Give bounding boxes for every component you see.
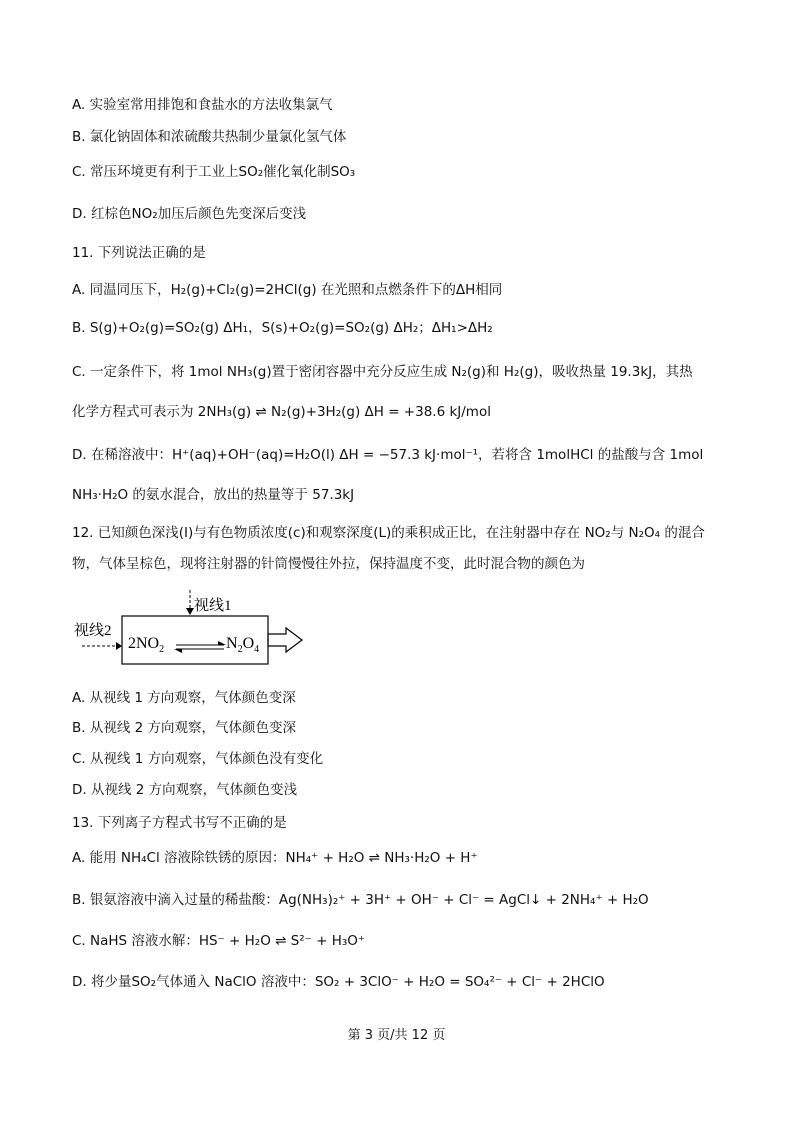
q11-option-c-line1: C. 一定条件下，将 1mol NH₃(g)置于密闭容器中充分反应生成 N₂(g)和 H₂(g)，吸收热量 19.3kJ，其热 — [72, 364, 693, 380]
q11-option-c-line2: 化学方程式可表示为 2NH₃(g) ⇌ N₂(g)+3H₂(g) ΔH = +38.6 kJ/mol — [72, 404, 491, 420]
no2-label: $2NO_2$ — [128, 635, 165, 655]
q12-option-b: B. 从视线 2 方向观察，气体颜色变深 — [72, 720, 297, 736]
q11-option-d-line2: NH₃·H₂O 的氨水混合，放出的热量等于 57.3kJ — [72, 487, 355, 503]
q13-stem: 13. 下列离子方程式书写不正确的是 — [72, 815, 287, 831]
q12-option-a: A. 从视线 1 方向观察，气体颜色变深 — [72, 690, 296, 706]
q13-option-a: A. 能用 NH₄Cl 溶液除铁锈的原因：NH₄⁺ + H₂O ⇌ NH₃·H₂O + H⁺ — [72, 850, 478, 866]
q12-stem-line1: 12. 已知颜色深浅(I)与有色物质浓度(c)和观察深度(L)的乘积成正比，在注射器中存在 NO₂与 N₂O₄ 的混合 — [72, 525, 705, 541]
q11-option-a: A. 同温同压下，H₂(g)+Cl₂(g)=2HCl(g) 在光照和点燃条件下的ΔH相同 — [72, 282, 503, 298]
q12-stem-line2: 物，气体呈棕色，现将注射器的针筒慢慢往外拉，保持温度不变，此时混合物的颜色为 — [72, 556, 585, 572]
q10-option-c: C. 常压环境更有利于工业上SO₂催化氧化制SO₃ — [72, 164, 356, 180]
q11-option-d-line1: D. 在稀溶液中：H⁺(aq)+OH⁻(aq)=H₂O(l) ΔH = −57.3 kJ·mol⁻¹，若将含 1molHCl 的盐酸与含 1mol — [72, 447, 704, 463]
q12-option-d: D. 从视线 2 方向观察，气体颜色变浅 — [72, 782, 298, 798]
sightline2-label: 视线2 — [74, 623, 112, 639]
q10-option-b: B. 氯化钠固体和浓硫酸共热制少量氯化氢气体 — [72, 129, 347, 145]
n2o4-label: $N_2O_4$ — [226, 635, 260, 655]
sightline2-arrowhead — [116, 642, 122, 650]
page-footer: 第 3 页/共 12 页 — [347, 1028, 446, 1043]
q13-option-b: B. 银氨溶液中滴入过量的稀盐酸：Ag(NH₃)₂⁺ + 3H⁺ + OH⁻ + Cl⁻ = AgCl↓ + 2NH₄⁺ + H₂O — [72, 892, 649, 908]
q11-option-b: B. S(g)+O₂(g)=SO₂(g) ΔH₁，S(s)+O₂(g)=SO₂(g) ΔH₂；ΔH₁>ΔH₂ — [72, 320, 493, 336]
forward-arrowhead — [218, 641, 226, 645]
sightline1-arrowhead — [186, 608, 194, 615]
q13-option-c: C. NaHS 溶液水解：HS⁻ + H₂O ⇌ S²⁻ + H₃O⁺ — [72, 933, 366, 949]
reverse-arrowhead — [174, 649, 182, 653]
sightline1-label: 视线1 — [194, 598, 232, 614]
plunger-arrow — [268, 628, 302, 652]
q10-option-d: D. 红棕色NO₂加压后颜色先变深后变浅 — [72, 206, 307, 222]
q12-option-c: C. 从视线 1 方向观察，气体颜色没有变化 — [72, 751, 324, 767]
q11-stem: 11. 下列说法正确的是 — [72, 245, 206, 261]
q13-option-d: D. 将少量SO₂气体通入 NaClO 溶液中：SO₂ + 3ClO⁻ + H₂O = SO₄²⁻ + Cl⁻ + 2HClO — [72, 974, 605, 990]
syringe-diagram — [72, 590, 312, 670]
q10-option-a: A. 实验室常用排饱和食盐水的方法收集氯气 — [72, 97, 333, 113]
